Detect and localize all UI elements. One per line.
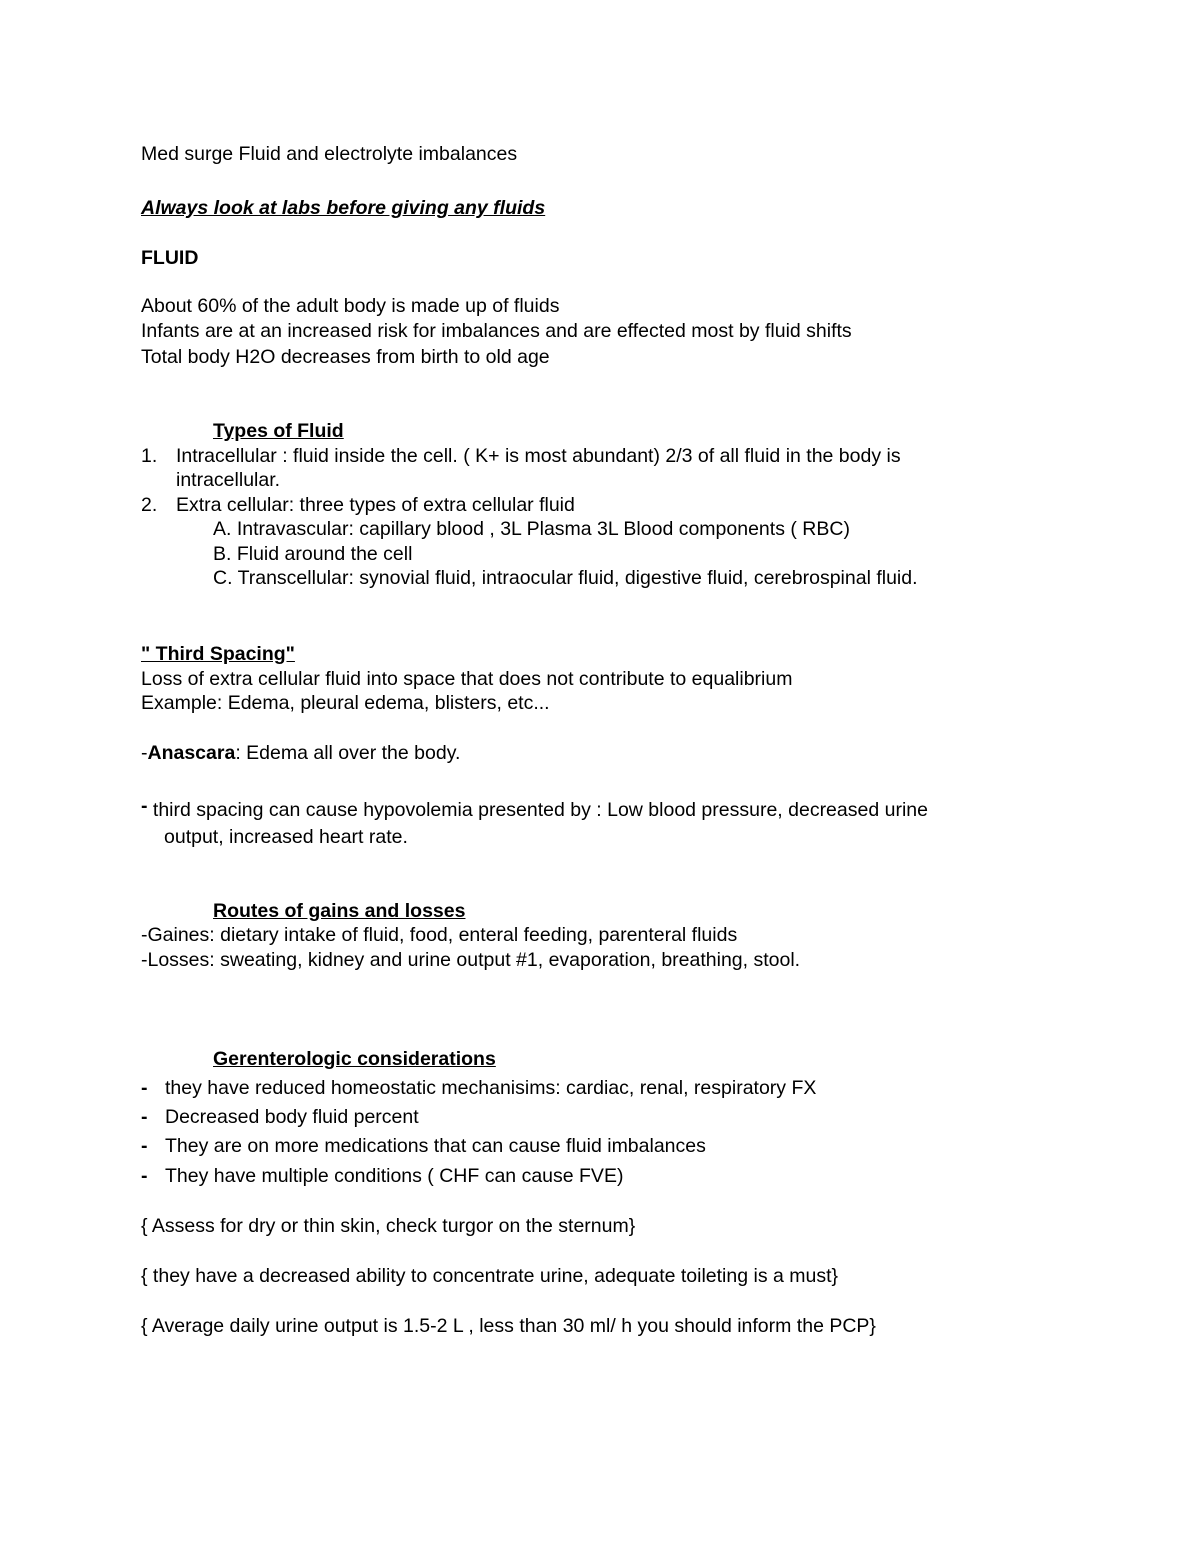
bullet-dash-3: -: [141, 1135, 148, 1157]
document-title: Med surge Fluid and electrolyte imbalances: [141, 143, 518, 165]
third-spacing-line-1: Loss of extra cellular fluid into space that does not contribute to equalibrium: [141, 668, 793, 690]
anascara-term: Anascara: [147, 742, 236, 764]
gerenterologic-item-2: Decreased body fluid percent: [165, 1106, 419, 1128]
fluid-line-3: Total body H2O decreases from birth to old age: [141, 346, 550, 368]
subitem-transcellular: C. Transcellular: synovial fluid, intraocular fluid, digestive fluid, cerebrospinal fluid.: [213, 567, 918, 589]
gerenterologic-heading: Gerenterologic considerations: [213, 1048, 496, 1070]
labs-warning: Always look at labs before giving any fluids: [141, 197, 546, 219]
bullet-dash-1: -: [141, 1077, 148, 1099]
third-spacing-line-2: Example: Edema, pleural edema, blisters, etc...: [141, 692, 550, 714]
fluid-line-1: About 60% of the adult body is made up of fluids: [141, 295, 560, 317]
hypovolemia-note: [141, 795, 928, 822]
note-urine-concentration: { they have a decreased ability to concentrate urine, adequate toileting is a must}: [141, 1265, 839, 1287]
gerenterologic-item-3: They are on more medications that can cause fluid imbalances: [165, 1135, 706, 1157]
list-item-intracellular-cont: intracellular.: [176, 469, 281, 491]
anascara-prefix: -: [141, 742, 148, 764]
types-of-fluid-heading: Types of Fluid: [213, 420, 344, 442]
routes-gains: -Gaines: dietary intake of fluid, food, enteral feeding, parenteral fluids: [141, 924, 738, 946]
anascara-text: : Edema all over the body.: [235, 742, 461, 764]
bullet-dash-4: -: [141, 1165, 148, 1187]
list-item-intracellular: Intracellular : fluid inside the cell. ( K+ is most abundant) 2/3 of all fluid in the body is: [176, 445, 901, 467]
hypovolemia-text: third spacing can cause hypovolemia presented by : Low blood pressure, decreased urine: [147, 799, 928, 821]
fluid-line-2: Infants are at an increased risk for imbalances and are effected most by fluid shifts: [141, 320, 852, 342]
bullet-dash-2: -: [141, 1106, 148, 1128]
routes-heading-text: Routes of gains and losses: [213, 900, 466, 922]
hypovolemia-note-cont: output, increased heart rate.: [164, 826, 408, 848]
list-item-extracellular: Extra cellular: three types of extra cellular fluid: [176, 494, 575, 516]
routes-losses: -Losses: sweating, kidney and urine output #1, evaporation, breathing, stool.: [141, 949, 801, 971]
gerenterologic-item-4: They have multiple conditions ( CHF can cause FVE): [165, 1165, 624, 1187]
dash-bullet: -: [141, 795, 148, 817]
routes-heading: [141, 899, 465, 923]
subitem-intravascular: A. Intravascular: capillary blood , 3L Plasma 3L Blood components ( RBC): [213, 518, 850, 540]
subitem-fluid-around-cell: B. Fluid around the cell: [213, 543, 413, 565]
list-number-2: 2.: [141, 494, 158, 516]
fluid-heading: FLUID: [141, 247, 199, 269]
list-number-1: 1.: [141, 445, 158, 467]
gerenterologic-item-1: they have reduced homeostatic mechanisims: cardiac, renal, respiratory FX: [165, 1077, 817, 1099]
note-skin-assessment: { Assess for dry or thin skin, check turgor on the sternum}: [141, 1215, 636, 1237]
anascara-definition: [141, 741, 460, 765]
third-spacing-heading: " Third Spacing": [141, 643, 295, 665]
note-urine-output: { Average daily urine output is 1.5-2 L , less than 30 ml/ h you should inform the PCP}: [141, 1315, 876, 1337]
